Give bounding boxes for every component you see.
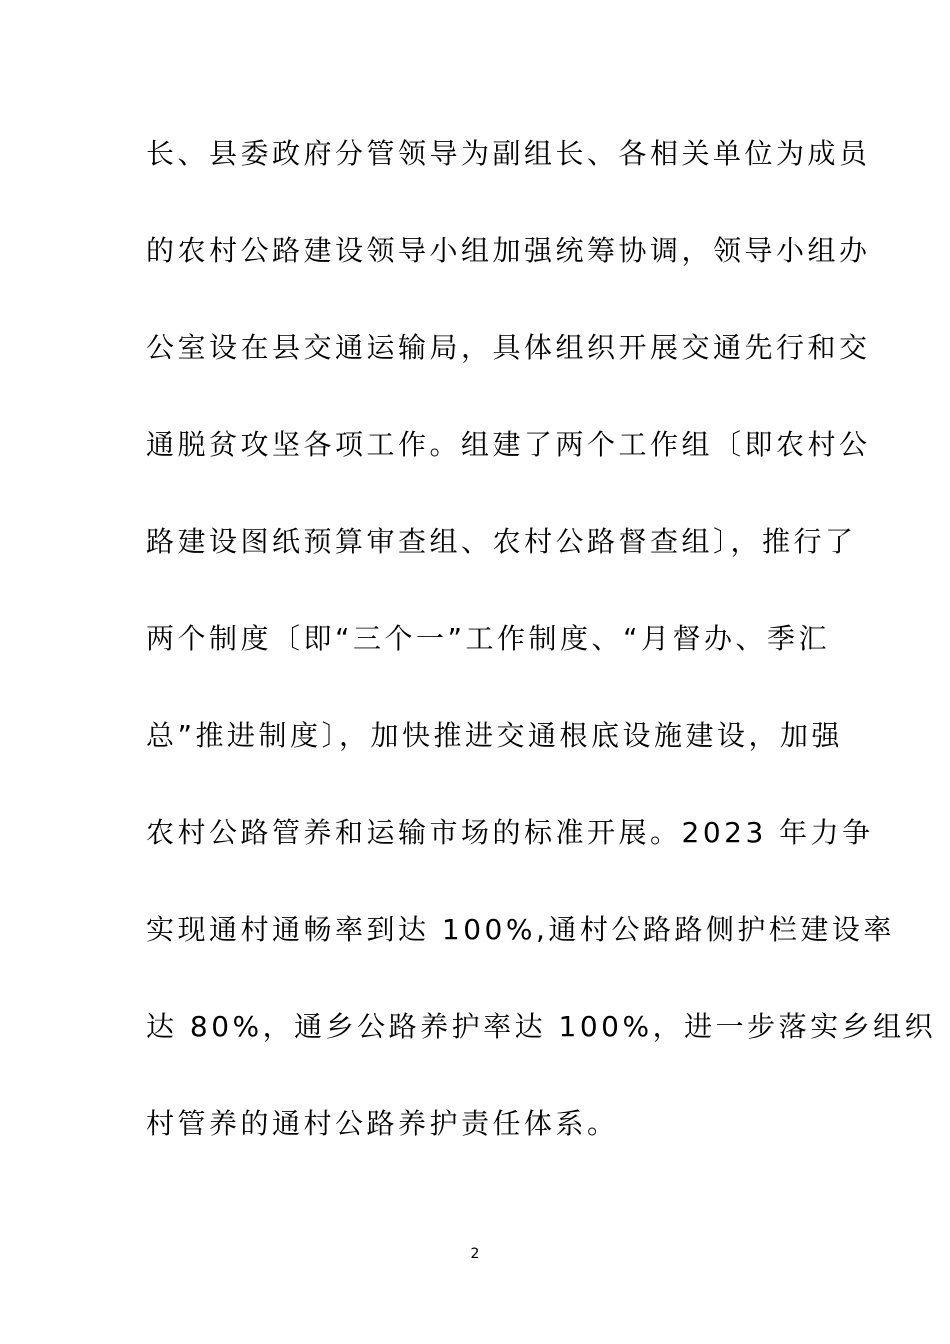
text-line: 公室设在县交通运输局，具体组织开展交通先行和交	[146, 331, 871, 364]
text-line: 路建设图纸预算审查组、农村公路督查组〕，推行了	[146, 525, 857, 558]
text-line: 农村公路管养和运输市场的标准开展。2023 年力争	[146, 816, 874, 849]
text-line: 村管养的通村公路养护责任体系。	[146, 1107, 619, 1140]
text-line: 总”推进制度〕，加快推进交通根底设施建设，加强	[146, 719, 844, 752]
text-line: 的农村公路建设领导小组加强统筹协调，领导小组办	[146, 234, 871, 267]
text-line: 通脱贫攻坚各项工作。组建了两个工作组〔即农村公	[146, 428, 871, 461]
text-line: 两个制度〔即“三个一”工作制度、“月督办、季汇	[146, 622, 831, 655]
text-line: 实现通村通畅率到达 100%,通村公路路侧护栏建设率	[146, 913, 895, 946]
page-number: 2	[470, 1246, 480, 1262]
body-text	[146, 128, 937, 1195]
text-line: 长、县委政府分管领导为副组长、各相关单位为成员	[146, 137, 871, 170]
text-line: 达 80%，通乡公路养护率达 100%，进一步落实乡组织	[146, 1010, 937, 1043]
